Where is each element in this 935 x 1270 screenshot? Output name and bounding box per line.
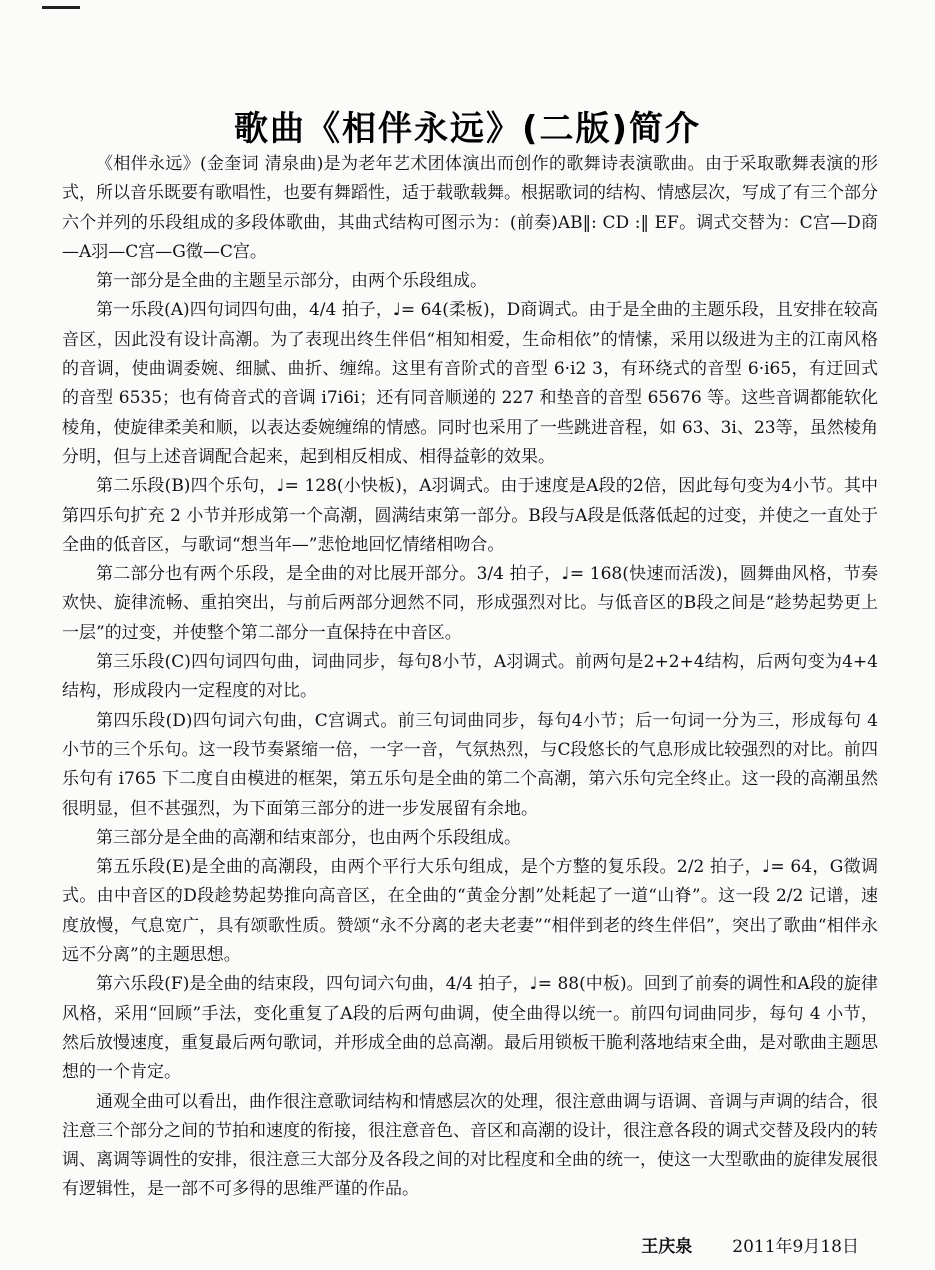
signature-date: 2011年9月18日 bbox=[732, 1237, 859, 1257]
page-corner-mark bbox=[42, 0, 80, 9]
paragraph-part1: 第一部分是全曲的主题呈示部分，由两个乐段组成。 bbox=[96, 271, 487, 292]
paragraph-intro: 《相伴永远》(金奎词 清泉曲)是为老年艺术团体演出而创作的歌舞诗表演歌曲。由于采取歌舞表演的形式，所以音乐既要有歌唱性，也要有舞蹈性，适于载歌载舞。根据歌词的结构、情感层次，写成了有三个部分六个并列的乐段组成的多段体歌曲，其曲式结构可图示为：(前奏)AB‖: CD :‖ EF。调式交替为：C宫—D商—A羽—C宫—G徵—C宫。 bbox=[62, 154, 878, 262]
paragraph-part2: 第二部分也有两个乐段，是全曲的对比展开部分。3/4 拍子，♩= 168(快速而活泼)，圆舞曲风格，节奏欢快、旋律流畅、重拍突出，与前后两部分迥然不同，形成强烈对比。与低音区的B段之间是“趁势起势更上一层”的过变，并使整个第二部分一直保持在中音区。 bbox=[62, 564, 878, 643]
paragraph-part3: 第三部分是全曲的高潮和结束部分，也由两个乐段组成。 bbox=[96, 827, 521, 848]
paragraph-section-c: 第三乐段(C)四句词四句曲，词曲同步，每句8小节，A羽调式。前两句是2+2+4结构，后两句变为4+4结构，形成段内一定程度的对比。 bbox=[62, 652, 878, 702]
paragraph-section-d: 第四乐段(D)四句词六句曲，C宫调式。前三句词曲同步，每句4小节；后一句词一分为三，形成每句 4 小节的三个乐句。这一段节奏紧缩一倍，一字一音，气氛热烈，与C段悠长的气息形成比较强烈的对比。前四乐句有 i765 下二度自由模进的框架，第五乐句是全曲的第二个高潮，第六乐句完全终止。这一段的高潮虽然很明显，但不甚强烈，为下面第三部分的进一步发展留有余地。 bbox=[62, 710, 878, 819]
paragraph-section-e: 第五乐段(E)是全曲的高潮段，由两个平行大乐句组成，是个方整的复乐段。2/2 拍子，♩= 64，G徵调式。由中音区的D段趁势起势推向高音区，在全曲的“黄金分割”处耗起了一道“山脊”。这一段 2/2 记谱，速度放慢，气息宽广，具有颂歌性质。赞颂“永不分离的老夫老妻”“相伴到老的终生伴侣”，突出了歌曲“相伴永远不分离”的主题思想。 bbox=[62, 857, 878, 966]
author-name: 王庆泉 bbox=[641, 1237, 693, 1257]
paragraph-section-f: 第六乐段(F)是全曲的结束段，四句词六句曲，4/4 拍子，♩= 88(中板)。回到了前奏的调性和A段的旋律风格，采用“回顾”手法，变化重复了A段的后两句曲调，使全曲得以统一。前四句词曲同步，每句 4 小节，然后放慢速度，重复最后两句歌词，并形成全曲的总高潮。最后用锁板干脆利落地结束全曲，是对歌曲主题思想的一个肯定。 bbox=[62, 974, 878, 1083]
paragraph-summary: 通观全曲可以看出，曲作很注意歌词结构和情感层次的处理，很注意曲调与语调、音调与声调的结合，很注意三个部分之间的节拍和速度的衔接，很注意音色、音区和高潮的设计，很注意各段的调式交替及段内的转调、离调等调性的安排，很注意三大部分及各段之间的对比程度和全曲的统一，使这一大型歌曲的旋律发展很有逻辑性，是一部不可多得的思维严谨的作品。 bbox=[62, 1091, 878, 1200]
paragraph-section-a: 第一乐段(A)四句词四句曲，4/4 拍子，♩= 64(柔板)，D商调式。由于是全曲的主题乐段，且安排在较高音区，因此没有设计高潮。为了表现出终生伴侣“相知相爱，生命相依”的情愫，采用以级进为主的江南风格的音调，使曲调委婉、细腻、曲折、缠绵。这里有音阶式的音型 6·i2 3，有环绕式的音型 6·i65，有迂回式的音型 6535；也有倚音式的音调 i7i6i；还有同音顺递的 227 和垫音的音型 65676 等。这些音调都能软化棱角，使旋律柔美和顺，以表达委婉缠绵的情感。同时也采用了一些跳进音程，如 63、3i、23等，虽然棱角分明，但与上述音调配合起来，起到相反相成、相得益彰的效果。 bbox=[62, 300, 878, 467]
signature bbox=[641, 1232, 859, 1257]
article-body bbox=[62, 150, 878, 1205]
page-title: 歌曲《相伴永远》(二版)简介 bbox=[233, 108, 702, 149]
paragraph-section-b: 第二乐段(B)四个乐句，♩= 128(小快板)，A羽调式。由于速度是A段的2倍，因此每句变为4小节。其中第四乐句扩充 2 小节并形成第一个高潮，圆满结束第一部分。B段与A段是低落低起的过变，并使之一直处于全曲的低音区，与歌词“想当年—”悲怆地回忆情绪相吻合。 bbox=[62, 476, 878, 555]
